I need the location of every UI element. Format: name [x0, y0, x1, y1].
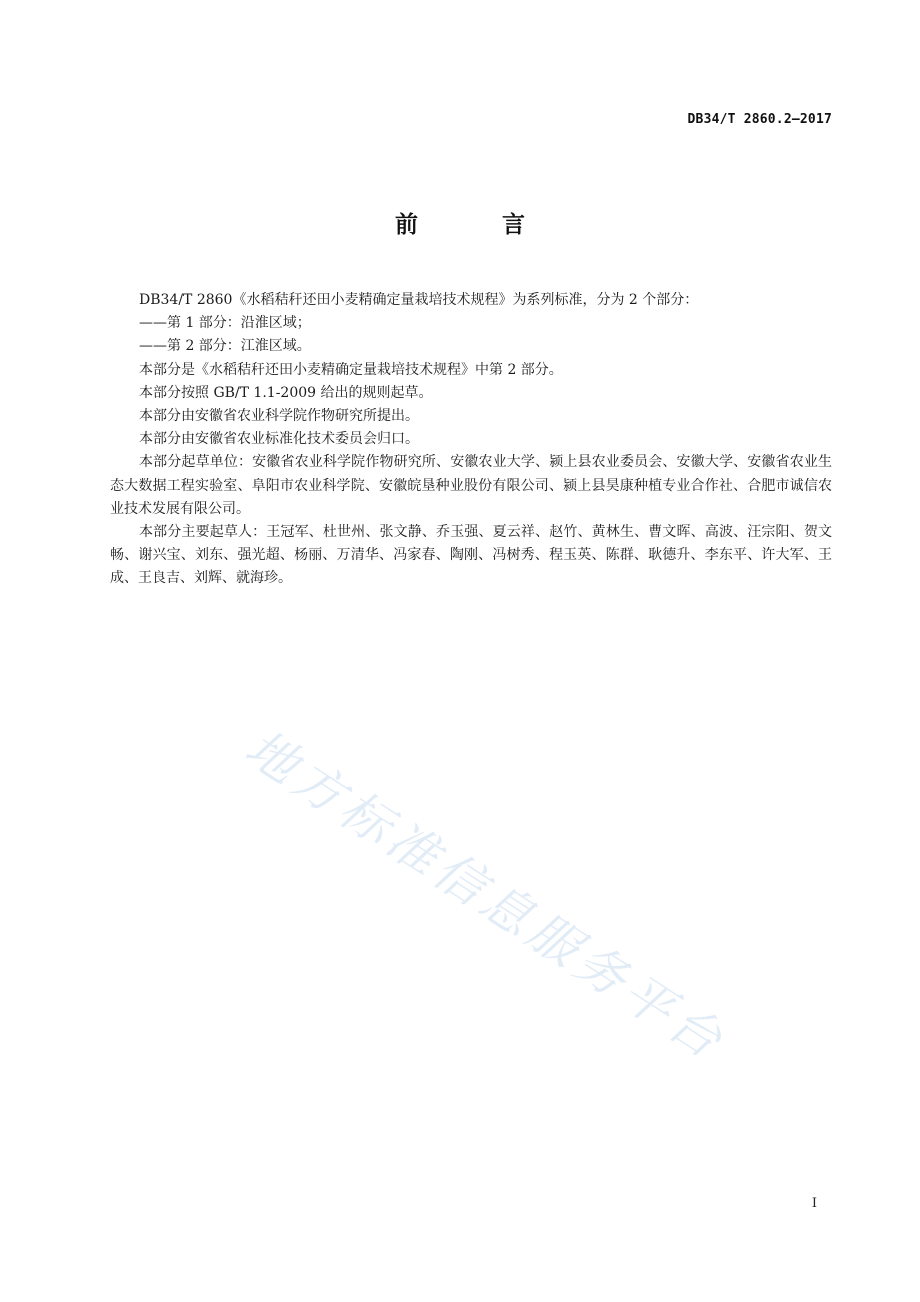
paragraph-part-2: ——第 2 部分：江淮区域。 — [139, 338, 311, 355]
paragraph-drafting-rules: 本部分按照 GB/T 1.1-2009 给出的规则起草。 — [139, 384, 433, 401]
paragraph-this-part: 本部分是《水稻秸秆还田小麦精确定量栽培技术规程》中第 2 部分。 — [139, 361, 563, 378]
foreword-body — [110, 289, 832, 591]
paragraph-part-1: ——第 1 部分：沿淮区域； — [139, 315, 311, 332]
document-code: DB34/T 2860.2—2017 — [687, 112, 832, 127]
page-number: I — [811, 1196, 817, 1211]
paragraph-drafting-units: 本部分起草单位：安徽省农业科学院作物研究所、安徽农业大学、颍上县农业委员会、安徽大学、安徽省农业生态大数据工程实验室、阜阳市农业科学院、安徽皖垦种业股份有限公司、颍上县昊康种植专业合作社、合肥市诚信农业技术发展有限公司。 — [110, 454, 832, 517]
paragraph-series-intro: DB34/T 2860《水稻秸秆还田小麦精确定量栽培技术规程》为系列标准，分为 2 个部分： — [139, 292, 699, 308]
paragraph-centralized-by: 本部分由安徽省农业标准化技术委员会归口。 — [139, 431, 419, 448]
watermark: 地方标准信息服务平台 — [235, 718, 737, 1073]
paragraph-drafters: 本部分主要起草人：王冠军、杜世州、张文静、乔玉强、夏云祥、赵竹、黄林生、曹文晖、高波、汪宗阳、贺文畅、谢兴宝、刘东、强光超、杨丽、万清华、冯家春、陶刚、冯树秀、程玉英、陈群、耿德升、李东平、许大军、王成、王良吉、刘辉、就海珍。 — [110, 524, 832, 587]
paragraph-proposed-by: 本部分由安徽省农业科学院作物研究所提出。 — [139, 408, 419, 425]
page-title: 前 言 — [394, 211, 563, 238]
